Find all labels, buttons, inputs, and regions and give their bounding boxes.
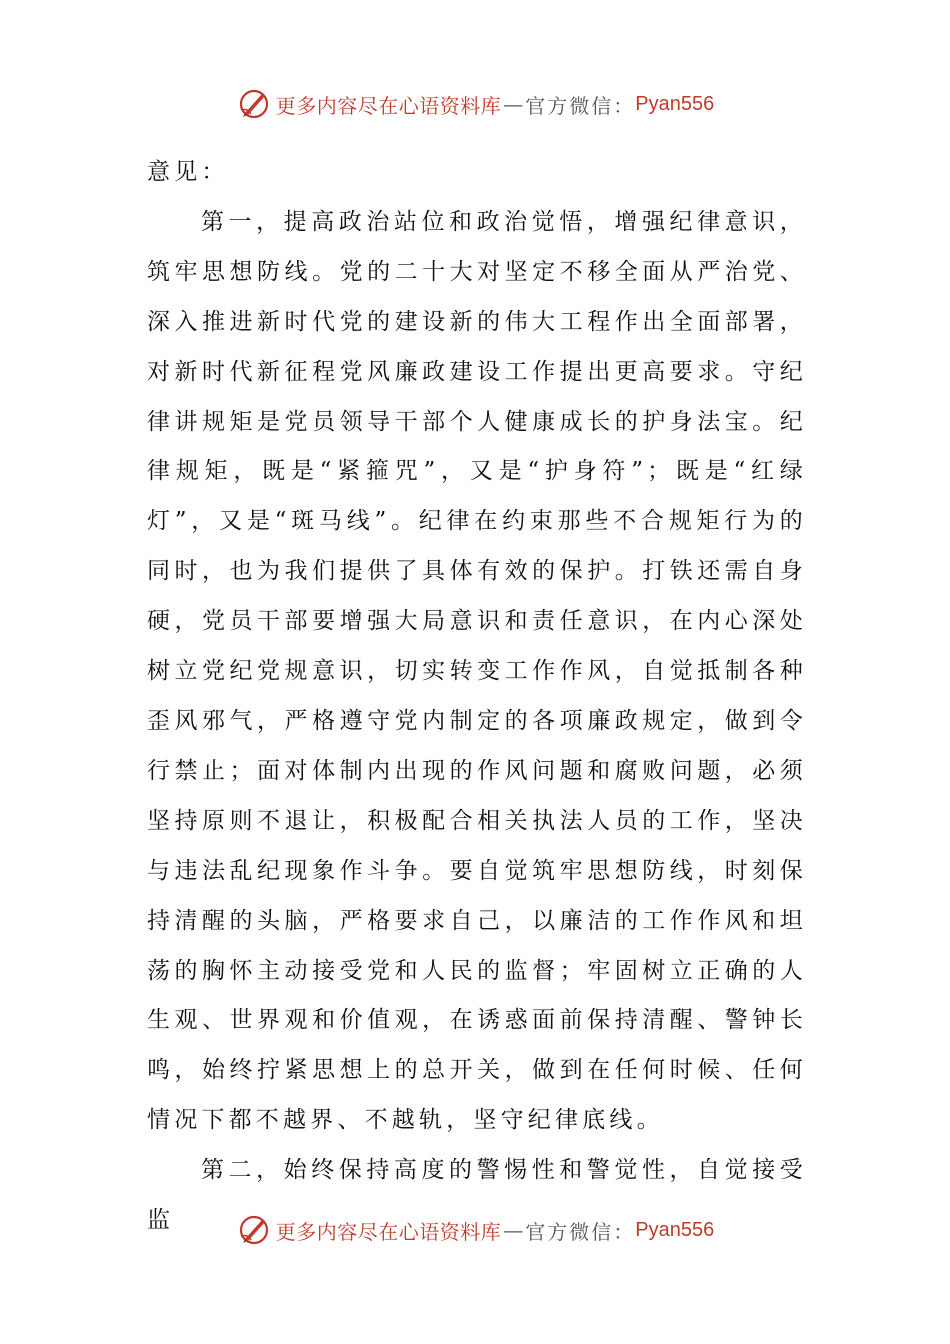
banner-site-text: 更多内容尽在心语资料库: [275, 1219, 502, 1244]
paragraph-second-point: 第二，始终保持高度的警惕性和警觉性，自觉接受监: [147, 1157, 807, 1234]
banner-dash: —: [503, 92, 524, 116]
banner-wechat-id: Pyan556: [635, 1218, 715, 1241]
document-body: [147, 148, 807, 1246]
footer-banner: [0, 1210, 950, 1250]
banner-wechat-label: 官方微信：: [525, 93, 636, 118]
paragraph-intro: 意见：: [147, 159, 229, 185]
header-banner: [0, 84, 950, 124]
banner-dash: —: [503, 1218, 524, 1242]
banner-site-text: 更多内容尽在心语资料库: [275, 93, 502, 118]
banner-wechat-id: Pyan556: [635, 92, 715, 115]
banner-wechat-label: 官方微信：: [525, 1219, 636, 1244]
paragraph-first-point: 第一，提高政治站位和政治觉悟，增强纪律意识，筑牢思想防线。党的二十大对坚定不移全面从严治党、深入推进新时代党的建设新的伟大工程作出全面部署，对新时代新征程党风廉政建设工作提出更高要求。守纪律讲规矩是党员领导干部个人健康成长的护身法宝。纪律规矩，既是“紧箍咒”，又是“护身符”；既是“红绿灯”，又是“斑马线”。纪律在约束那些不合规矩行为的同时，也为我们提供了具体有效的保护。打铁还需自身硬，党员干部要增强大局意识和责任意识，在内心深处树立党纪党规意识，切实转变工作作风，自觉抵制各种歪风邪气，严格遵守党内制定的各项廉政规定，做到令行禁止；面对体制内出现的作风问题和腐败问题，必须坚持原则不退让，积极配合相关执法人员的工作，坚决与违法乱纪现象作斗争。要自觉筑牢思想防线，时刻保持清醒的头脑，严格要求自己，以廉洁的工作作风和坦荡的胸怀主动接受党和人民的监督；牢固树立正确的人生观、世界观和价值观，在诱惑面前保持清醒、警钟长鸣，始终拧紧思想上的总开关，做到在任何时候、任何情况下都不越界、不越轨，坚守纪律底线。: [147, 208, 807, 1134]
quill-pen-logo-icon: [236, 86, 272, 122]
quill-pen-logo-icon: [236, 1212, 272, 1248]
